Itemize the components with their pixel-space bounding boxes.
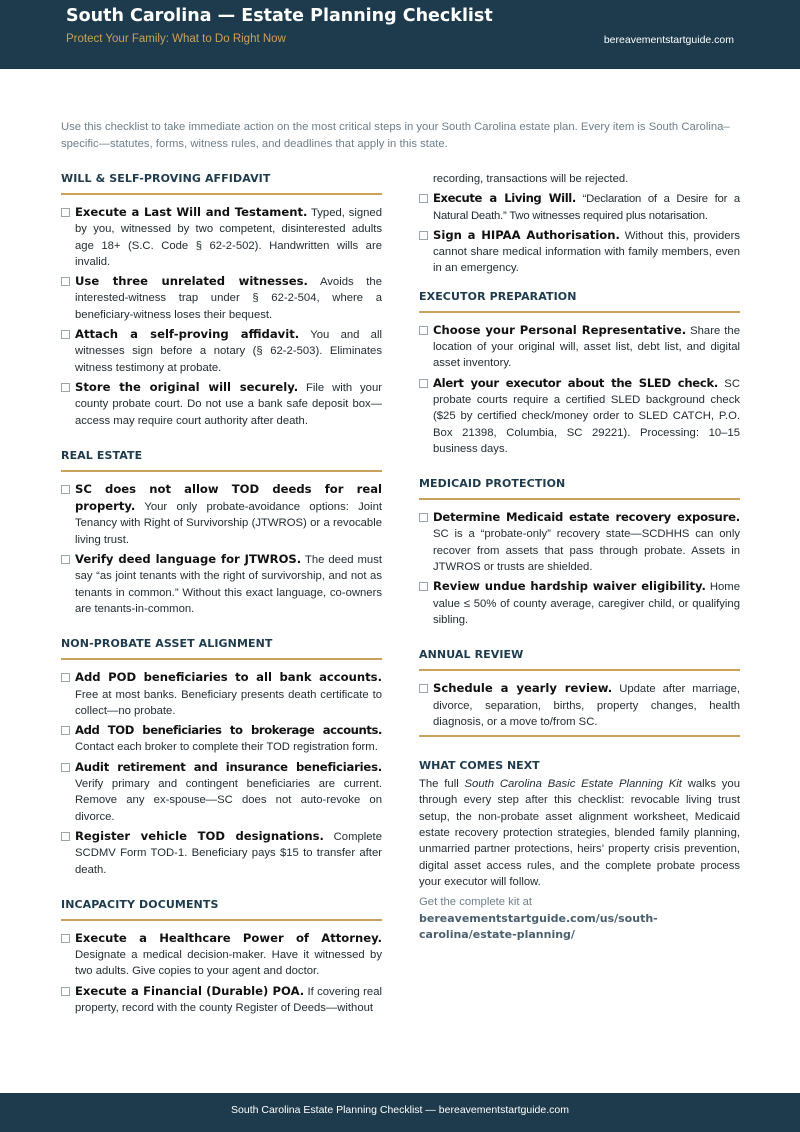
checklist-item bbox=[61, 204, 382, 270]
checklist-item bbox=[61, 828, 382, 878]
item-text: You and all witnesses sign before a notary (§ 62-2-503). Eliminates witness testimony at probate. bbox=[75, 329, 382, 374]
item-text: Complete SCDMV Form TOD-1. Beneficiary pays $15 to transfer after death. bbox=[75, 830, 382, 876]
section-non-probate bbox=[61, 669, 382, 878]
item-text: Without this, providers cannot share medical information with family members, even in an emergency. bbox=[433, 229, 740, 275]
checkbox[interactable] bbox=[61, 763, 70, 772]
item-lead: Store the original will securely. bbox=[75, 379, 299, 394]
checkbox[interactable] bbox=[419, 379, 428, 388]
header-site-link[interactable]: bereavementstartguide.com bbox=[603, 34, 734, 46]
checkbox[interactable] bbox=[61, 673, 70, 682]
next-title: WHAT COMES NEXT bbox=[419, 759, 540, 773]
section-medicaid bbox=[419, 509, 740, 628]
item-text: Designate a medical decision-maker. Have it witnessed by two adults. Give copies to your agent and doctor. bbox=[75, 949, 382, 978]
item-lead: Use three unrelated witnesses. bbox=[75, 274, 308, 289]
item-lead: Choose your Personal Representative. bbox=[433, 322, 687, 337]
item-text: Share the location of your original will, asset list, debt list, and digital asset inventory. bbox=[433, 324, 740, 370]
checklist-item bbox=[61, 983, 382, 1017]
checklist-item bbox=[61, 379, 382, 429]
item-lead: Execute a Last Will and Testament. bbox=[75, 205, 308, 219]
section-title-executor: EXECUTOR PREPARATION bbox=[419, 288, 740, 313]
section-title-will: WILL & SELF-PROVING AFFIDAVIT bbox=[61, 170, 382, 195]
item-lead: Audit retirement and insurance beneficiaries. bbox=[75, 759, 382, 774]
section-title-incapacity: INCAPACITY DOCUMENTS bbox=[61, 896, 382, 921]
item-lead: Execute a Living Will. bbox=[433, 191, 576, 206]
next-body-suffix: walks you through every step after this checklist: revocable living trust setup, the non-probate asset alignment worksheet, Medicaid estate recovery protection strategies, blended family planning, unmarried partner protections, heirs’ property crisis prevention, digital asset access rules, and the complete probate process your executor will follow. bbox=[419, 778, 740, 888]
checklist-item bbox=[61, 551, 382, 617]
next-body bbox=[419, 776, 740, 890]
page-header bbox=[0, 0, 800, 69]
item-text: SC is a “probate-only” recovery state—SCDHHS can only recover from assets that pass through probate. Assets in JTWROS or trusts are shielded. bbox=[433, 528, 740, 574]
item-lead: Verify deed language for JTWROS. bbox=[75, 552, 302, 567]
page-title: South Carolina — Estate Planning Checklist bbox=[66, 6, 493, 26]
section-incapacity bbox=[61, 930, 382, 1016]
section-executor bbox=[419, 322, 740, 457]
item-text: File with your county probate court. Do not use a bank safe deposit box—access may require court authority after death. bbox=[75, 381, 382, 427]
checkbox[interactable] bbox=[419, 582, 428, 591]
item-text: Verify primary and contingent beneficiaries are current. Remove any ex-spouse—SC does not auto-revoke on divorce. bbox=[75, 778, 382, 823]
checkbox[interactable] bbox=[61, 330, 70, 339]
section-divider bbox=[419, 735, 740, 737]
section-title-annual-review: ANNUAL REVIEW bbox=[419, 646, 740, 671]
checklist-item bbox=[419, 509, 740, 575]
checklist-item bbox=[61, 669, 382, 719]
item-lead: Determine Medicaid estate recovery exposure. bbox=[433, 510, 740, 525]
checklist-item bbox=[61, 930, 382, 980]
item-lead: Attach a self-proving affidavit. bbox=[75, 327, 300, 342]
checkbox[interactable] bbox=[61, 987, 70, 996]
checklist-item bbox=[61, 326, 382, 376]
checklist-item bbox=[61, 481, 382, 548]
section-annual-review bbox=[419, 680, 740, 730]
checkbox[interactable] bbox=[419, 513, 428, 522]
item-lead: Add TOD beneficiaries to brokerage accounts. bbox=[75, 723, 382, 738]
checkbox[interactable] bbox=[61, 277, 70, 286]
checkbox[interactable] bbox=[61, 726, 70, 735]
next-body-prefix: The full bbox=[419, 778, 465, 791]
checklist-item bbox=[419, 190, 740, 224]
item-lead: Add POD beneficiaries to all bank accounts. bbox=[75, 670, 382, 685]
item-lead: Review undue hardship waiver eligibility. bbox=[433, 579, 706, 594]
page-footer bbox=[0, 1093, 800, 1132]
item-text: Avoids the interested-witness trap under § 62-2-504, where a beneficiary-witness loses their bequest. bbox=[75, 276, 382, 321]
checklist-item bbox=[61, 722, 382, 756]
item-lead: Alert your executor about the SLED check. bbox=[433, 375, 718, 390]
checklist-item bbox=[419, 322, 740, 372]
intro-paragraph: Use this checklist to take immediate action on the most critical steps in your South Carolina estate plan. Every item is South Carolina–specific—statutes, forms, witness rules, and deadlines that apply in this state. bbox=[61, 121, 730, 150]
checkbox[interactable] bbox=[61, 485, 70, 494]
item-text: Home value ≤ 50% of county average, caregiver child, or qualifying sibling. bbox=[433, 581, 740, 626]
section-title-medicaid: MEDICAID PROTECTION bbox=[419, 475, 740, 500]
item-text: Free at most banks. Beneficiary presents death certificate to collect—no probate. bbox=[75, 688, 382, 717]
checkbox[interactable] bbox=[61, 934, 70, 943]
checkbox[interactable] bbox=[419, 194, 428, 203]
checklist-item bbox=[419, 680, 740, 730]
item-lead: Execute a Financial (Durable) POA. bbox=[75, 983, 305, 998]
item-text: Update after marriage, divorce, separation, births, property changes, health diagnosis, or a move to/from SC. bbox=[433, 683, 740, 728]
kit-name: South Carolina Basic Estate Planning Kit bbox=[464, 778, 682, 791]
checkbox[interactable] bbox=[61, 208, 70, 217]
checkbox[interactable] bbox=[419, 231, 428, 240]
left-column bbox=[61, 170, 382, 1019]
item-text: Your only probate-avoidance options: Joint Tenancy with Right of Survivorship (JTWROS) or a revocable living trust. bbox=[75, 501, 382, 546]
item-text: “Declaration of a Desire for a Natural Death.” Two witnesses required plus notarisation. bbox=[433, 193, 740, 222]
continued-text: recording, transactions will be rejected. bbox=[433, 173, 629, 185]
kit-url-link[interactable]: bereavementstartguide.com/us/south-carolina/estate-planning/ bbox=[419, 911, 658, 941]
item-lead: Schedule a yearly review. bbox=[433, 681, 613, 696]
checklist-item bbox=[419, 227, 740, 277]
checkbox[interactable] bbox=[419, 684, 428, 693]
footer-text: South Carolina Estate Planning Checklist — bereavementstartguide.com bbox=[231, 1104, 569, 1116]
item-text: The deed must say “as joint tenants with the right of survivorship, and not as tenants in common.” Without this exact language, co-owners are tenants-in-common. bbox=[75, 554, 382, 615]
checkbox[interactable] bbox=[61, 555, 70, 564]
checklist-item bbox=[419, 578, 740, 628]
item-lead: Sign a HIPAA Authorisation. bbox=[433, 227, 620, 242]
checkbox[interactable] bbox=[61, 832, 70, 841]
checkbox[interactable] bbox=[419, 326, 428, 335]
item-text: SC probate courts require a certified SLED background check ($25 by certified check/money order to SLED CATCH, P.O. Box 21398, Columbia, SC 29221). Processing: 10–15 business days. bbox=[433, 377, 740, 455]
item-text: Contact each broker to complete their TOD registration form. bbox=[75, 741, 378, 754]
right-column bbox=[419, 171, 740, 943]
item-lead: Execute a Healthcare Power of Attorney. bbox=[75, 930, 382, 945]
item-lead: Register vehicle TOD designations. bbox=[75, 828, 324, 843]
checklist-item bbox=[61, 759, 382, 825]
section-title-non-probate: NON-PROBATE ASSET ALIGNMENT bbox=[61, 635, 382, 660]
kit-label: Get the complete kit at bbox=[419, 896, 533, 909]
page-subtitle: Protect Your Family: What to Do Right Now bbox=[66, 33, 286, 45]
checklist-item bbox=[61, 273, 382, 323]
section-real-estate bbox=[61, 481, 382, 617]
item-text: Typed, signed by you, witnessed by two competent, disinterested adults age 18+ (S.C. Code § 62-2-502). Handwritten wills are invalid. bbox=[75, 207, 382, 268]
item-text: If covering real property, record with the county Register of Deeds—without bbox=[75, 985, 382, 1014]
section-will bbox=[61, 204, 382, 429]
item-lead: SC does not allow TOD deeds for real property. bbox=[75, 481, 382, 514]
section-title-real-estate: REAL ESTATE bbox=[61, 447, 382, 472]
checklist-item bbox=[419, 375, 740, 457]
checkbox[interactable] bbox=[61, 383, 70, 392]
